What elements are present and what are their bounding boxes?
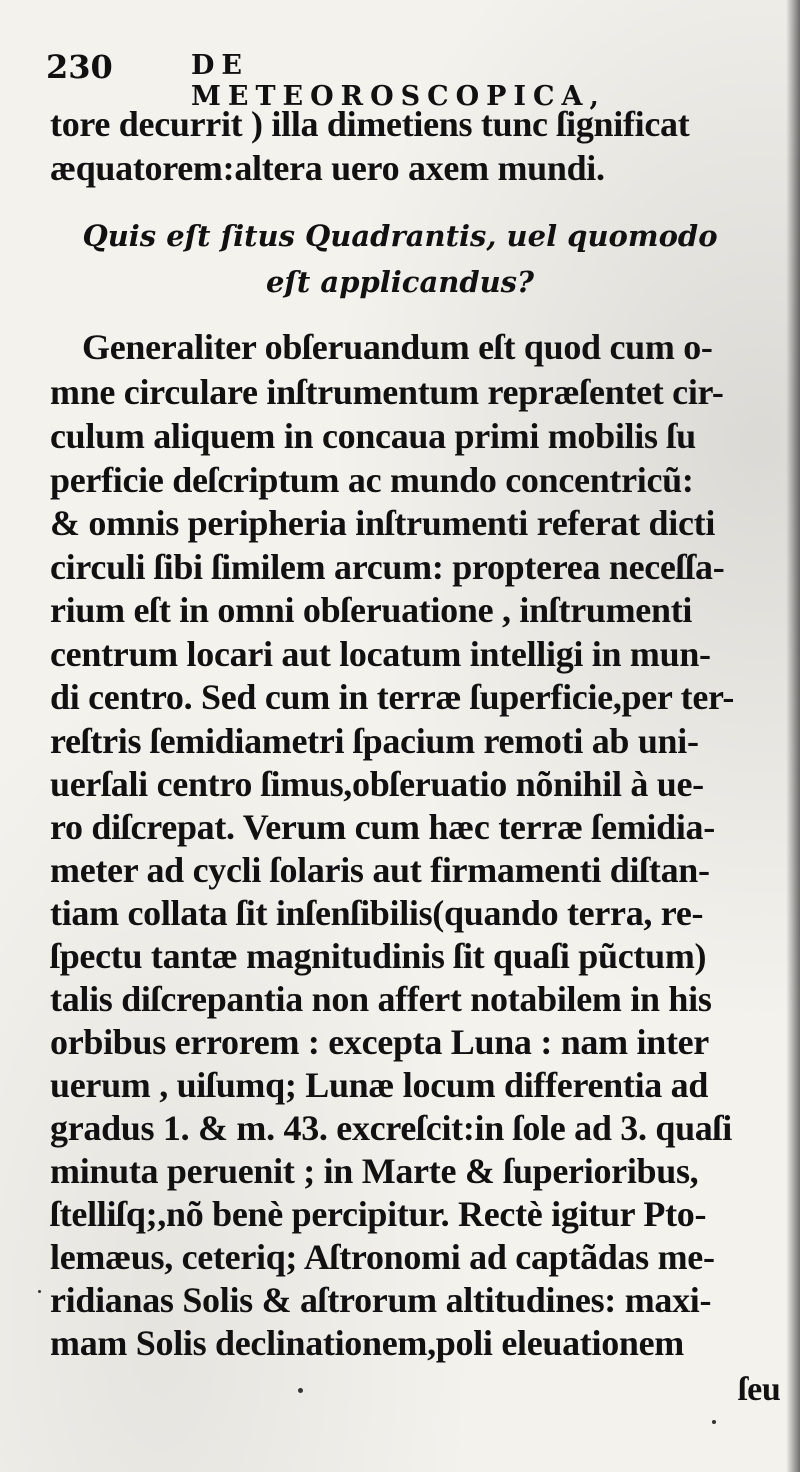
body-line: Generaliter obſeruandum eſt quod cum o- xyxy=(82,327,713,367)
body-line: rium eſt in omni obſeruatione , inſtrumenti xyxy=(50,590,693,630)
body-line: orbibus errorem : excepta Luna : nam inter xyxy=(50,1022,709,1062)
body-line: ridianas Solis & aſtrorum altitudines: maxi- xyxy=(50,1280,712,1320)
body-line: centrum locari aut locatum intelligi in mun- xyxy=(50,634,711,674)
body-line: gradus 1. & m. 43. excreſcit:in ſole ad 3. quaſi xyxy=(50,1108,732,1148)
body-line: di centro. Sed cum in terræ ſuperficie,per ter- xyxy=(50,677,735,717)
body-line: uerum , uiſumq; Lunæ locum differentia ad xyxy=(50,1065,709,1105)
body-line: tiam collata ſit inſenſibilis(quando terra, re- xyxy=(50,893,704,933)
running-header xyxy=(46,48,666,112)
page-number: 230 xyxy=(46,48,113,86)
intro-line: tore decurrit ) illa dimetiens tunc ſignificat xyxy=(50,104,690,144)
body-line: culum aliquem in concaua primi mobilis ſu xyxy=(50,416,696,456)
body-line: & omnis peripheria inſtrumenti referat dicti xyxy=(50,503,716,543)
body-line: circuli ſibi ſimilem arcum: propterea neceſſa- xyxy=(50,547,725,587)
body-line: minuta peruenit ; in Marte & ſuperioribus, xyxy=(50,1151,699,1191)
body-line: uerſali centro ſimus,obſeruatio nõnihil à ue- xyxy=(50,764,704,804)
ink-speck xyxy=(38,1290,41,1293)
catchword: ſeu xyxy=(738,1371,781,1408)
body-line: ſtelliſq;,nõ benè percipitur. Rectè igitur Pto- xyxy=(50,1194,707,1234)
body-line: mam Solis declinationem,poli eleuationem xyxy=(50,1323,684,1363)
ink-speck xyxy=(298,1388,303,1393)
body-line: reſtris ſemidiametri ſpacium remoti ab uni- xyxy=(50,721,699,761)
body-line: meter ad cycli ſolaris aut firmamenti diſtan- xyxy=(50,850,710,890)
body-line: ſpectu tantæ magnitudinis ſit quaſi pũctum) xyxy=(50,936,707,976)
body-line: lemæus, ceteriq; Aſtronomi ad captãdas me- xyxy=(50,1237,715,1277)
question-heading-line: Quis eſt ſitus Quadrantis, uel quomodo xyxy=(82,219,718,253)
question-heading-line: eſt applicandus? xyxy=(265,265,534,299)
body-line: talis diſcrepantia non affert notabilem in his xyxy=(50,979,712,1019)
ink-speck xyxy=(712,1420,716,1424)
body-line: perficie deſcriptum ac mundo concentricũ: xyxy=(50,460,694,500)
intro-line: æquatorem:altera uero axem mundi. xyxy=(50,148,605,188)
body-line: ro diſcrepat. Verum cum hæc terræ ſemidia- xyxy=(50,807,715,847)
running-title: DE METEOROSCOPICA, xyxy=(191,50,606,112)
body-line: mne circulare inſtrumentum repræſentet cir- xyxy=(50,372,724,412)
